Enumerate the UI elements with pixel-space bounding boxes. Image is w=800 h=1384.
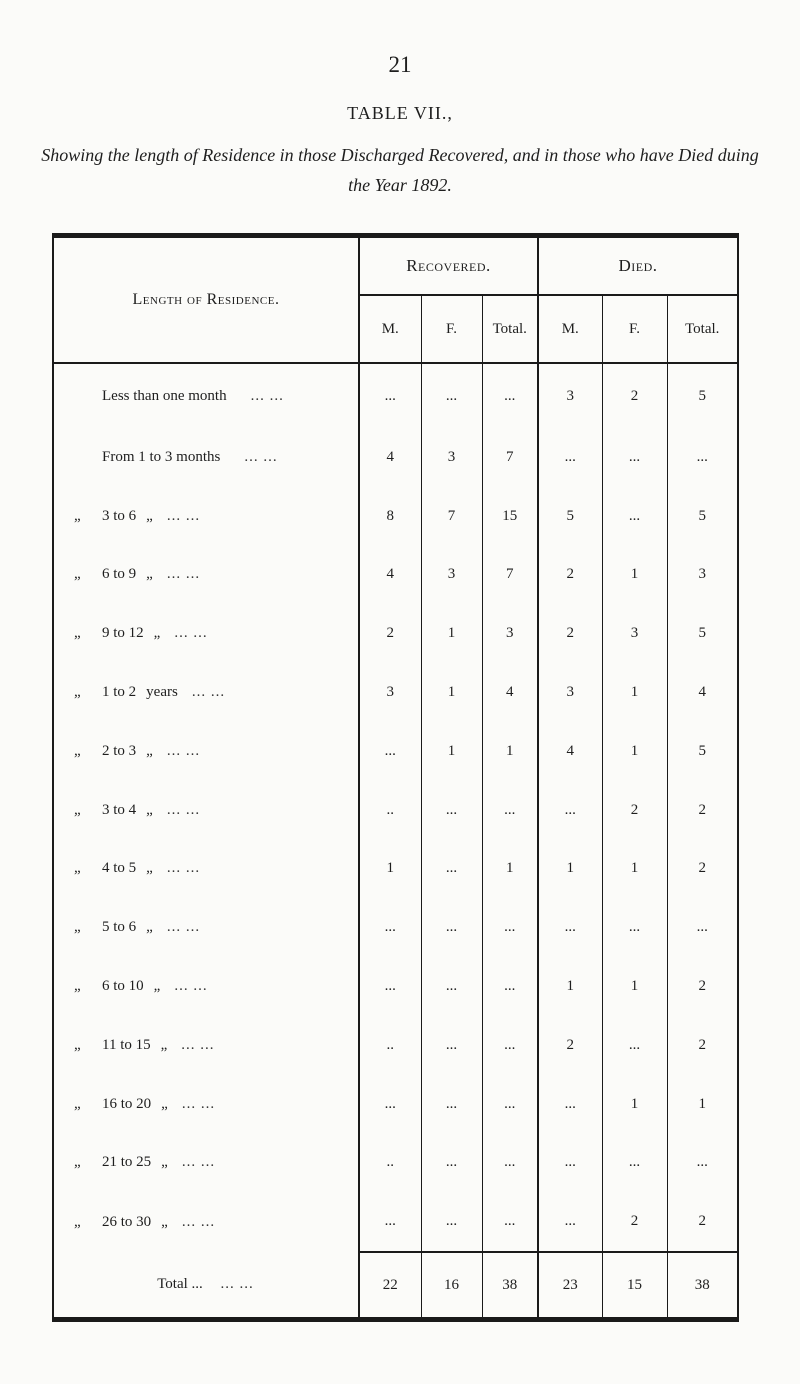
recovered-total-cell: 7 bbox=[482, 428, 538, 487]
total-label bbox=[53, 1252, 359, 1320]
total-died-female: 15 bbox=[602, 1252, 667, 1320]
residence-unit: „ bbox=[160, 1036, 168, 1053]
died-female-cell: 3 bbox=[602, 604, 667, 663]
total-recovered-male: 22 bbox=[359, 1252, 421, 1320]
residence-range: 11 to 15 bbox=[102, 1036, 151, 1053]
ditto-mark: „ bbox=[74, 978, 81, 995]
ditto-mark: „ bbox=[74, 919, 81, 936]
recovered-male-header: M. bbox=[359, 295, 421, 363]
died-male-cell: ... bbox=[538, 898, 602, 957]
residence-unit: „ bbox=[146, 919, 153, 936]
ditto-mark: „ bbox=[74, 801, 81, 818]
recovered-female-header: F. bbox=[421, 295, 482, 363]
died-total-cell: 5 bbox=[698, 387, 706, 404]
residence-label bbox=[53, 781, 359, 840]
residence-range: 1 to 2 bbox=[102, 684, 137, 701]
died-female-cell: 2 bbox=[602, 363, 667, 428]
recovered-female-cell: 1 bbox=[421, 604, 482, 663]
recovered-female-cell: 7 bbox=[421, 487, 482, 546]
leader-dots: ... ... bbox=[191, 684, 226, 701]
ditto-mark: „ bbox=[74, 566, 81, 583]
ditto-mark: „ bbox=[74, 507, 81, 524]
residence-label bbox=[53, 898, 359, 957]
ditto-mark: „ bbox=[74, 1154, 81, 1171]
died-female-cell: ... bbox=[602, 1134, 667, 1193]
residence-range: 2 to 3 bbox=[102, 742, 137, 759]
died-total-cell: 2 bbox=[698, 1036, 706, 1053]
recovered-male-cell: ... bbox=[359, 363, 421, 428]
table-row bbox=[53, 428, 738, 487]
recovered-female-cell: ... bbox=[421, 1016, 482, 1075]
died-female-cell: ... bbox=[602, 487, 667, 546]
died-female-cell: ... bbox=[602, 898, 667, 957]
died-male-cell: 3 bbox=[538, 363, 602, 428]
residence-label bbox=[53, 487, 359, 546]
table-row bbox=[53, 487, 738, 546]
residence-label bbox=[53, 363, 359, 428]
died-female-cell: 1 bbox=[602, 722, 667, 781]
residence-label bbox=[53, 428, 359, 487]
leader-dots: ... ... bbox=[174, 978, 208, 995]
died-total-cell: 2 bbox=[698, 1213, 706, 1230]
ditto-mark: „ bbox=[74, 1095, 81, 1112]
residence-label bbox=[53, 1016, 359, 1075]
table-subtitle: Showing the length of Residence in those Discharged Recovered, and in those who have Died duing the Year 1892. bbox=[41, 145, 759, 195]
table-row bbox=[53, 363, 738, 428]
died-female-header: F. bbox=[602, 295, 667, 363]
total-leader-dots: ... ... bbox=[220, 1276, 254, 1293]
died-total-cell: 5 bbox=[698, 507, 706, 524]
recovered-female-cell: ... bbox=[421, 1134, 482, 1193]
recovered-female-cell: 1 bbox=[421, 722, 482, 781]
ditto-mark: „ bbox=[74, 742, 81, 759]
table-row bbox=[53, 1134, 738, 1193]
table-row bbox=[53, 1075, 738, 1134]
residence-range: 3 to 6 bbox=[102, 507, 137, 524]
leader-dots: ... ... bbox=[166, 566, 201, 583]
died-female-cell: ... bbox=[602, 1016, 667, 1075]
died-total-cell: 1 bbox=[698, 1095, 706, 1112]
residence-table bbox=[52, 233, 739, 1322]
table-row bbox=[53, 957, 738, 1016]
table-row bbox=[53, 1016, 738, 1075]
died-total-cell: 3 bbox=[698, 566, 706, 583]
recovered-total-cell: 1 bbox=[482, 840, 538, 899]
residence-range: 16 to 20 bbox=[102, 1095, 152, 1112]
recovered-female-cell: 3 bbox=[421, 428, 482, 487]
recovered-total-cell: ... bbox=[482, 1075, 538, 1134]
leader-dots: ... ... bbox=[166, 742, 201, 759]
ditto-mark: „ bbox=[74, 625, 81, 642]
died-male-header: M. bbox=[538, 295, 602, 363]
ditto-mark: „ bbox=[74, 1213, 81, 1230]
residence-range: From 1 to 3 months bbox=[102, 448, 221, 465]
died-male-cell: 2 bbox=[538, 546, 602, 605]
died-female-cell: 1 bbox=[602, 546, 667, 605]
table-row bbox=[53, 840, 738, 899]
died-female-cell: 2 bbox=[602, 1192, 667, 1252]
table-row bbox=[53, 1192, 738, 1252]
died-male-cell: ... bbox=[538, 781, 602, 840]
died-male-cell: ... bbox=[538, 1075, 602, 1134]
residence-label bbox=[53, 1192, 359, 1252]
leader-dots: ... ... bbox=[166, 919, 201, 936]
died-female-cell: 1 bbox=[602, 663, 667, 722]
died-male-cell: 1 bbox=[538, 957, 602, 1016]
died-male-cell: 2 bbox=[538, 604, 602, 663]
table-row bbox=[53, 722, 738, 781]
leader-dots: ... ... bbox=[166, 860, 201, 877]
recovered-female-cell: 1 bbox=[421, 663, 482, 722]
residence-unit: „ bbox=[146, 860, 153, 877]
residence-range: 4 to 5 bbox=[102, 860, 137, 877]
recovered-total-cell: 4 bbox=[482, 663, 538, 722]
recovered-total-cell: 1 bbox=[482, 722, 538, 781]
leader-dots: ... ... bbox=[181, 1095, 216, 1112]
died-female-cell: 1 bbox=[602, 840, 667, 899]
recovered-male-cell: 1 bbox=[359, 840, 421, 899]
died-total-cell: 2 bbox=[698, 978, 706, 995]
total-recovered-total: 38 bbox=[482, 1252, 538, 1320]
residence-unit: „ bbox=[161, 1095, 168, 1112]
died-male-cell: 3 bbox=[538, 663, 602, 722]
died-total-cell: 2 bbox=[698, 801, 706, 818]
recovered-male-cell: .. bbox=[359, 781, 421, 840]
died-total-cell: 5 bbox=[698, 625, 706, 642]
recovered-total-cell: ... bbox=[482, 1134, 538, 1193]
residence-unit: „ bbox=[161, 1154, 168, 1171]
table-row bbox=[53, 546, 738, 605]
residence-unit: „ bbox=[161, 1213, 168, 1230]
recovered-total-cell: 3 bbox=[482, 604, 538, 663]
recovered-male-cell: ... bbox=[359, 1075, 421, 1134]
recovered-male-cell: .. bbox=[359, 1134, 421, 1193]
table-row bbox=[53, 663, 738, 722]
recovered-male-cell: 3 bbox=[359, 663, 421, 722]
died-male-cell: 1 bbox=[538, 840, 602, 899]
died-female-cell: 1 bbox=[602, 1075, 667, 1134]
recovered-total-cell: 15 bbox=[482, 487, 538, 546]
total-label-text: Total ... bbox=[157, 1276, 203, 1293]
residence-unit: „ bbox=[146, 566, 153, 583]
residence-unit: years bbox=[146, 684, 178, 701]
died-total-header: Total. bbox=[667, 295, 738, 363]
leader-dots: ... ... bbox=[181, 1036, 215, 1053]
total-died-total: 38 bbox=[667, 1252, 738, 1320]
residence-range: 6 to 9 bbox=[102, 566, 137, 583]
residence-range: 3 to 4 bbox=[102, 801, 137, 818]
table-row bbox=[53, 604, 738, 663]
died-total-cell: ... bbox=[696, 448, 708, 465]
residence-range: 21 to 25 bbox=[102, 1154, 152, 1171]
recovered-total-cell: ... bbox=[482, 1192, 538, 1252]
length-of-residence-header: Length of Residence. bbox=[53, 236, 359, 364]
died-male-cell: ... bbox=[538, 428, 602, 487]
residence-range: 26 to 30 bbox=[102, 1213, 152, 1230]
residence-unit: „ bbox=[146, 742, 153, 759]
table-row bbox=[53, 781, 738, 840]
residence-label bbox=[53, 663, 359, 722]
residence-range: 6 to 10 bbox=[102, 978, 144, 995]
recovered-group-header: Recovered. bbox=[359, 236, 538, 296]
recovered-male-cell: ... bbox=[359, 1192, 421, 1252]
residence-label bbox=[53, 722, 359, 781]
residence-label bbox=[53, 1134, 359, 1193]
recovered-total-cell: ... bbox=[482, 781, 538, 840]
recovered-female-cell: ... bbox=[421, 1075, 482, 1134]
page-number: 21 bbox=[388, 52, 412, 77]
died-female-cell: 2 bbox=[602, 781, 667, 840]
recovered-female-cell: ... bbox=[421, 898, 482, 957]
total-died-male: 23 bbox=[538, 1252, 602, 1320]
residence-label bbox=[53, 840, 359, 899]
died-female-cell: ... bbox=[602, 428, 667, 487]
ditto-mark: „ bbox=[74, 684, 81, 701]
died-total-cell: ... bbox=[696, 919, 708, 936]
table-row bbox=[53, 898, 738, 957]
recovered-total-cell: 7 bbox=[482, 546, 538, 605]
recovered-male-cell: .. bbox=[359, 1016, 421, 1075]
recovered-male-cell: 8 bbox=[359, 487, 421, 546]
ditto-mark: „ bbox=[74, 860, 81, 877]
died-female-cell: 1 bbox=[602, 957, 667, 1016]
residence-range: 5 to 6 bbox=[102, 919, 137, 936]
recovered-total-cell: ... bbox=[482, 1016, 538, 1075]
leader-dots: ... ... bbox=[181, 1154, 216, 1171]
leader-dots: ... ... bbox=[174, 625, 208, 642]
leader-dots: ... ... bbox=[244, 448, 278, 465]
leader-dots: ... ... bbox=[181, 1213, 216, 1230]
recovered-total-cell: ... bbox=[482, 957, 538, 1016]
recovered-total-header: Total. bbox=[482, 295, 538, 363]
residence-unit: „ bbox=[146, 507, 153, 524]
leader-dots: ... ... bbox=[166, 801, 201, 818]
died-total-cell: 4 bbox=[698, 684, 706, 701]
total-row bbox=[53, 1252, 738, 1320]
recovered-female-cell: ... bbox=[421, 840, 482, 899]
died-total-cell: 2 bbox=[698, 860, 706, 877]
recovered-male-cell: 4 bbox=[359, 546, 421, 605]
recovered-male-cell: ... bbox=[359, 898, 421, 957]
died-male-cell: 4 bbox=[538, 722, 602, 781]
residence-label bbox=[53, 1075, 359, 1134]
residence-unit: „ bbox=[146, 801, 153, 818]
residence-range: 9 to 12 bbox=[102, 625, 144, 642]
residence-unit: „ bbox=[153, 625, 161, 642]
recovered-male-cell: 2 bbox=[359, 604, 421, 663]
recovered-male-cell: ... bbox=[359, 722, 421, 781]
ditto-mark: „ bbox=[74, 1036, 81, 1053]
residence-label bbox=[53, 546, 359, 605]
recovered-male-cell: ... bbox=[359, 957, 421, 1016]
table-heading: TABLE VII., bbox=[347, 103, 453, 123]
recovered-total-cell: ... bbox=[482, 363, 538, 428]
died-male-cell: ... bbox=[538, 1192, 602, 1252]
recovered-female-cell: ... bbox=[421, 363, 482, 428]
recovered-female-cell: ... bbox=[421, 781, 482, 840]
died-male-cell: 2 bbox=[538, 1016, 602, 1075]
leader-dots: ... ... bbox=[166, 507, 201, 524]
died-male-cell: 5 bbox=[538, 487, 602, 546]
residence-range: Less than one month bbox=[102, 387, 227, 404]
recovered-female-cell: ... bbox=[421, 957, 482, 1016]
recovered-total-cell: ... bbox=[482, 898, 538, 957]
residence-label bbox=[53, 604, 359, 663]
died-male-cell: ... bbox=[538, 1134, 602, 1193]
leader-dots: ... ... bbox=[250, 387, 284, 404]
total-recovered-female: 16 bbox=[421, 1252, 482, 1320]
residence-unit: „ bbox=[153, 978, 161, 995]
died-total-cell: 5 bbox=[698, 742, 706, 759]
recovered-female-cell: 3 bbox=[421, 546, 482, 605]
recovered-female-cell: ... bbox=[421, 1192, 482, 1252]
died-total-cell: ... bbox=[696, 1154, 708, 1171]
recovered-male-cell: 4 bbox=[359, 428, 421, 487]
residence-label bbox=[53, 957, 359, 1016]
died-group-header: Died. bbox=[538, 236, 738, 296]
